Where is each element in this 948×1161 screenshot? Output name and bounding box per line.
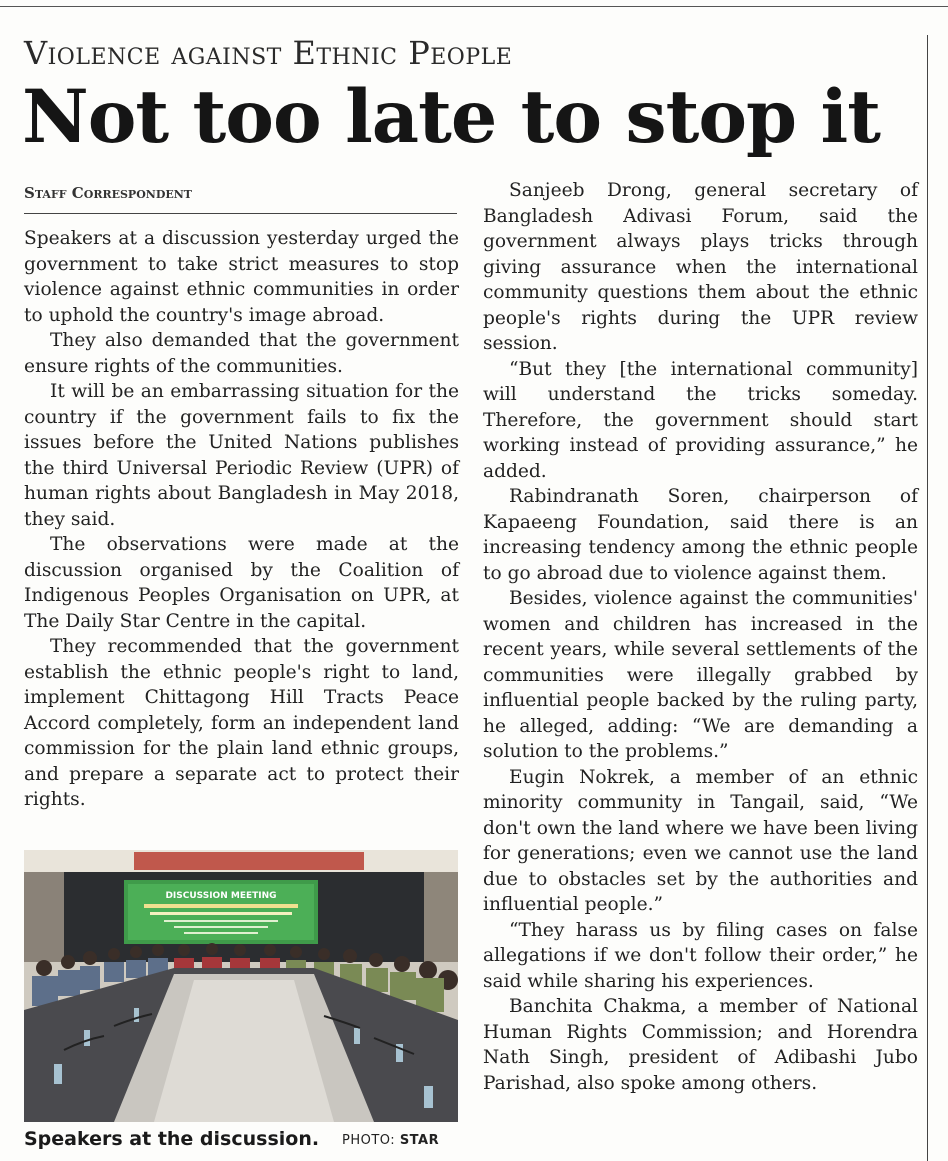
left-column [24, 226, 459, 813]
body-paragraph: The observations were made at the discussion organised by the Coalition of Indigenous Peoples Organisation on UPR, at The Daily Star Centre in the capital. [24, 534, 459, 632]
right-column [483, 178, 918, 1096]
body-paragraph: Sanjeeb Drong, general secretary of Bangladesh Adivasi Forum, said the government always plays tricks through giving assurance when the international community questions them about the ethnic people's rights during the UPR review session. [483, 180, 918, 354]
body-paragraph: They also demanded that the government ensure rights of the communities. [24, 330, 459, 377]
article-photo [24, 850, 458, 1122]
body-paragraph: Speakers at a discussion yesterday urged the government to take strict measures to stop violence against ethnic communities in order to uphold the country's image abroad. [24, 228, 459, 326]
body-paragraph: Banchita Chakma, a member of National Human Rights Commission; and Horendra Nath Singh, president of Adibashi Jubo Parishad, also spoke among others. [483, 996, 918, 1094]
photo-credit [342, 1133, 439, 1148]
banner-title: DISCUSSION MEETING [165, 891, 277, 901]
body-paragraph: “But they [the international community] will understand the tricks someday. Therefore, the government should start working instead of providing assurance,” he added. [483, 358, 918, 482]
photo-credit-source: STAR [399, 1133, 440, 1148]
body-paragraph: Besides, violence against the communities' women and children has increased in the recent years, while several settlements of the communities were illegally grabbed by influential people backed by the ruling party, he alleged, adding: “We are demanding a solution to the problems.” [483, 588, 918, 762]
top-rule [0, 6, 948, 7]
photo-credit-label: PHOTO: [342, 1133, 396, 1148]
body-paragraph: It will be an embarrassing situation for the country if the government fails to fix the issues before the United Nations publishes the third Universal Periodic Review (UPR) of human rights about Bangladesh in May 2018, they said. [24, 381, 459, 530]
body-paragraph: “They harass us by filing cases on false allegations if we don't follow their order,” he said while sharing his experiences. [483, 919, 918, 992]
body-paragraph: Eugin Nokrek, a member of an ethnic minority community in Tangail, said, “We don't own the land where we have been living for generations; even we cannot use the land due to obstacles set by the authorities and influential people.” [483, 766, 918, 915]
article-headline: Not too late to stop it [22, 74, 880, 160]
byline: Staff Correspondent [24, 184, 192, 202]
article-kicker: Violence against Ethnic People [24, 34, 513, 72]
photo-caption: Speakers at the discussion. [24, 1128, 320, 1150]
body-paragraph: Rabindranath Soren, chairperson of Kapaeeng Foundation, said there is an increasing tendency among the ethnic people to go abroad due to violence against them. [483, 486, 918, 584]
byline-rule [24, 213, 457, 214]
body-paragraph: They recommended that the government establish the ethnic people's right to land, implement Chittagong Hill Tracts Peace Accord completely, form an independent land commission for the plain land ethnic groups, and prepare a separate act to protect their rights. [24, 636, 459, 810]
column-divider [927, 35, 928, 1161]
